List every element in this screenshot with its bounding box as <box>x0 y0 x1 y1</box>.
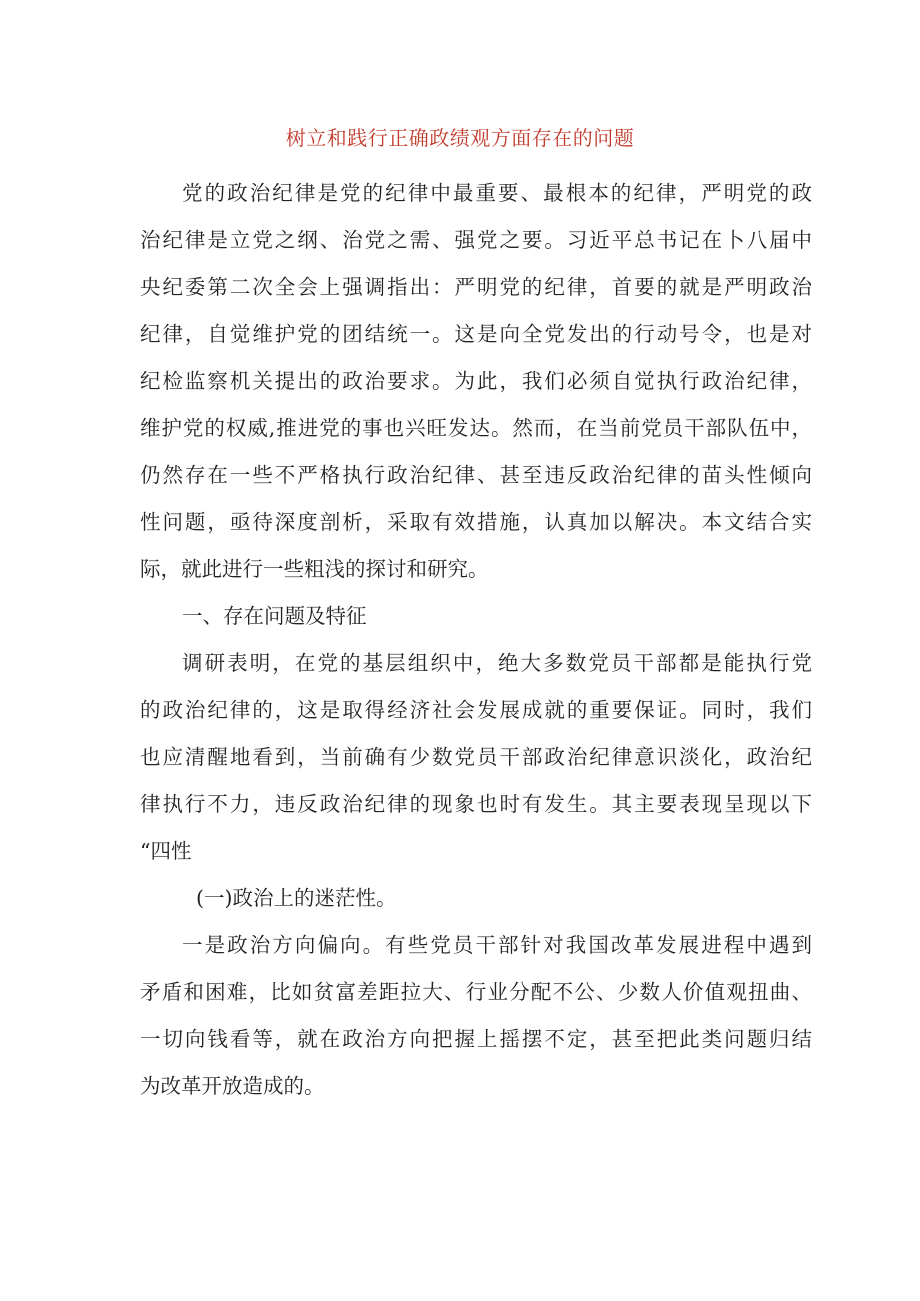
paragraph-line: 矛盾和困难，比如贫富差距拉大、行业分配不公、少数人价值观扭曲、 <box>140 980 812 1004</box>
paragraph-line: 治纪律是立党之纲、治党之需、强党之要。习近平总书记在卜八届中 <box>140 228 812 252</box>
paragraph-line: 维护党的权威,推进党的事也兴旺发达。然而，在当前党员干部队伍中， <box>140 416 812 440</box>
subsection-heading: (一)政治上的迷茫性。 <box>196 886 397 910</box>
document-body <box>140 170 812 1110</box>
section-heading: 一、存在问题及特征 <box>182 604 367 628</box>
paragraph-line: 性问题，亟待深度剖析，采取有效措施，认真加以解决。本文结合实 <box>140 510 812 534</box>
paragraph-line: 为改革开放造成的。 <box>140 1074 325 1098</box>
paragraph-line: 的政治纪律的，这是取得经济社会发展成就的重要保证。同时，我们 <box>140 698 812 722</box>
paragraph-line: 调研表明，在党的基层组织中，绝大多数党员干部都是能执行党 <box>182 651 812 675</box>
paragraph-line: 央纪委第二次全会上强调指出：严明党的纪律，首要的就是严明政治 <box>140 275 812 299</box>
paragraph-line: 党的政治纪律是党的纪律中最重要、最根本的纪律，严明党的政 <box>182 181 812 205</box>
paragraph-line: 仍然存在一些不严格执行政治纪律、甚至违反政治纪律的苗头性倾向 <box>140 463 812 487</box>
paragraph-line: 纪检监察机关提出的政治要求。为此，我们必须自觉执行政治纪律， <box>140 369 812 393</box>
paragraph-line: 一切向钱看等，就在政治方向把握上摇摆不定，甚至把此类问题归结 <box>140 1027 812 1051</box>
paragraph-line: 律执行不力，违反政治纪律的现象也时有发生。其主要表现呈现以下 <box>140 792 812 816</box>
paragraph-line: 际，就此进行一些粗浅的探讨和研究。 <box>140 557 489 581</box>
document-title: 树立和践行正确政绩观方面存在的问题 <box>285 126 635 150</box>
paragraph-line: “四性 <box>140 839 192 863</box>
paragraph-line: 一是政治方向偏向。有些党员干部针对我国改革发展进程中遇到 <box>182 933 812 957</box>
paragraph-line: 也应清醒地看到，当前确有少数党员干部政治纪律意识淡化，政治纪 <box>140 745 812 769</box>
paragraph-line: 纪律，自觉维护党的团结统一。这是向全党发出的行动号令，也是对 <box>140 322 812 346</box>
